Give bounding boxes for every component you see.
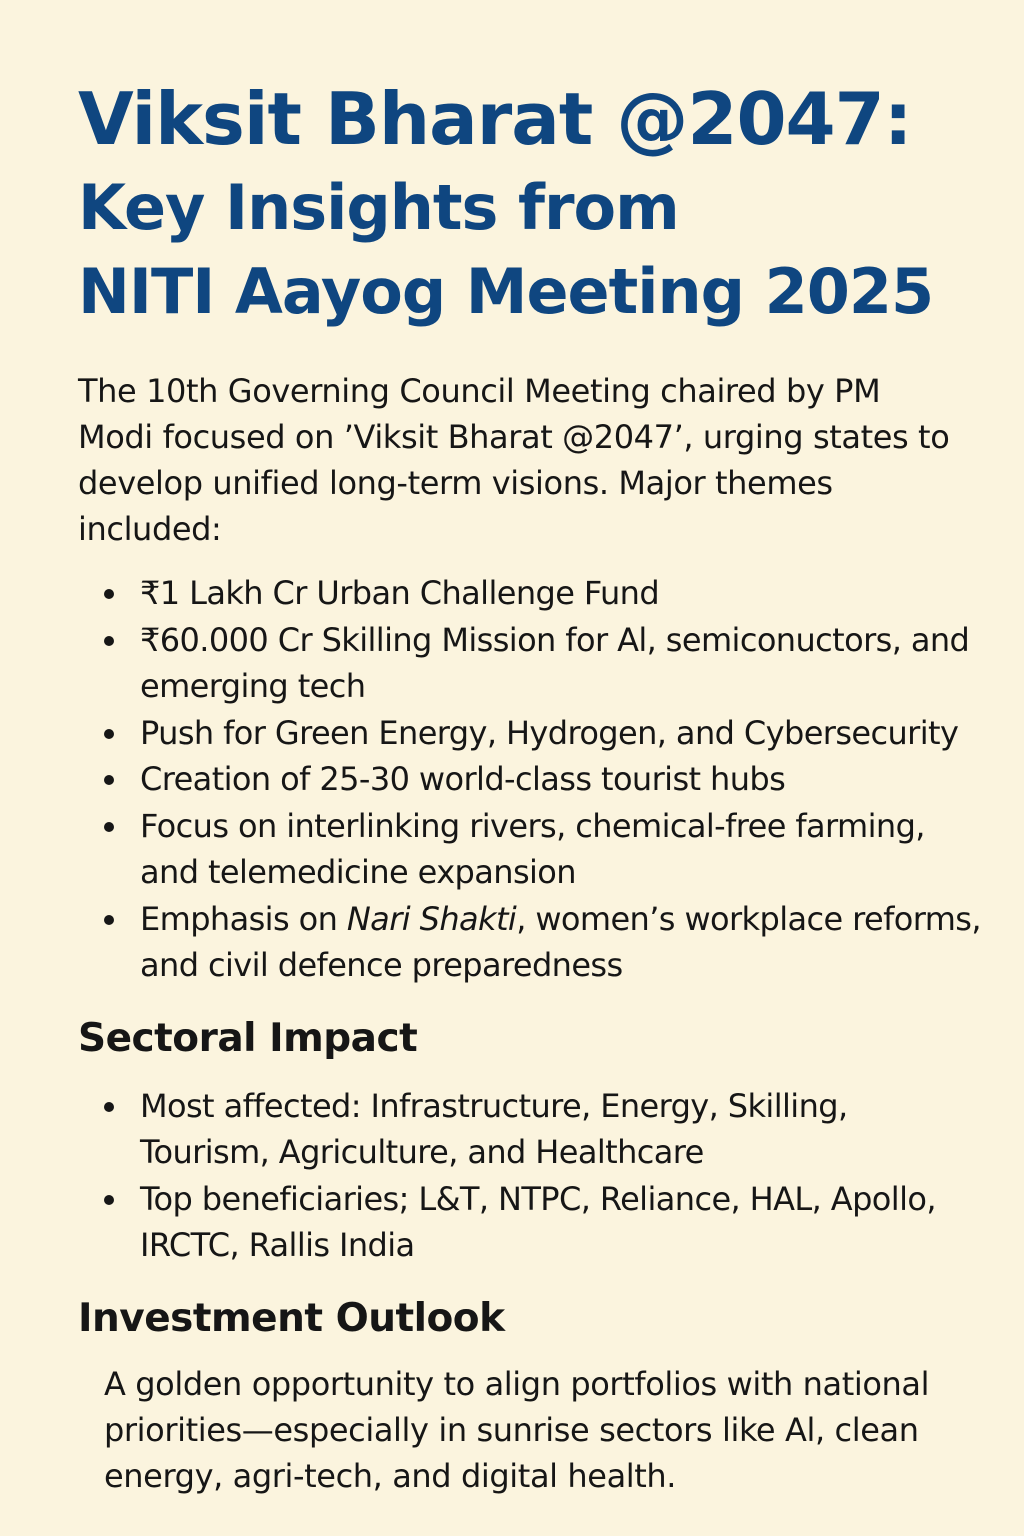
theme-text: Focus on interlinking rivers, chemical-free farming, and telemedicine expansion: [140, 806, 925, 891]
list-item: [78, 710, 984, 757]
page-title: [78, 72, 984, 334]
list-item: [78, 570, 984, 617]
sectoral-text: Most affected: Infrastructure, Energy, Skilling, Tourism, Agriculture, and Healthcare: [140, 1086, 848, 1171]
list-item: [78, 803, 984, 896]
list-item: [78, 756, 984, 803]
theme-text: Creation of 25-30 world-class tourist hubs: [140, 760, 786, 798]
list-item: [78, 617, 984, 710]
bullet-icon: [104, 729, 114, 739]
list-item: [78, 896, 984, 989]
list-item: [78, 1176, 984, 1269]
theme-text: ₹1 Lakh Cr Urban Challenge Fund: [140, 574, 660, 612]
bullet-icon: [104, 1102, 114, 1112]
intro-paragraph: The 10th Governing Council Meeting chaired by PM Modi focused on ’Viksit Bharat @2047’, urging states to develop unified long-term visions. Major themes included:: [78, 372, 950, 548]
theme-text-emphasis: Nari Shakti: [346, 899, 517, 938]
theme-text: Push for Green Energy, Hydrogen, and Cybersecurity: [140, 713, 959, 752]
title-line-2: Key Insights from: [78, 171, 679, 244]
title-line-1: Viksit Bharat @2047:: [78, 77, 912, 161]
bullet-icon: [104, 775, 114, 785]
theme-text: ₹60.000 Cr Skilling Mission for Al, semiconuctors, and emerging tech: [140, 620, 970, 705]
bullet-icon: [104, 915, 114, 925]
list-item: [78, 1083, 984, 1176]
sectoral-impact-list: [78, 1083, 984, 1269]
theme-text-suffix: , women’s workplace reforms, and civil defence preparedness: [140, 899, 981, 984]
title-line-3: NITI Aayog Meeting 2025: [78, 255, 934, 328]
bullet-icon: [104, 589, 114, 599]
bullet-icon: [104, 636, 114, 646]
bullet-icon: [104, 822, 114, 832]
bullet-icon: [104, 1195, 114, 1205]
investment-outlook-heading: Investment Outlook: [78, 1295, 505, 1341]
theme-text-prefix: Emphasis on: [140, 899, 347, 938]
sectoral-text: Top beneficiaries; L&T, NTPC, Reliance, HAL, Apollo, IRCTC, Rallis India: [140, 1179, 936, 1264]
sectoral-impact-heading: Sectoral Impact: [78, 1015, 418, 1061]
themes-list: [78, 570, 984, 989]
investment-outlook-text: A golden opportunity to align portfolios with national priorities—especially in sunrise sectors like Al, clean energy, agri-tech, and digital health.: [104, 1364, 930, 1495]
